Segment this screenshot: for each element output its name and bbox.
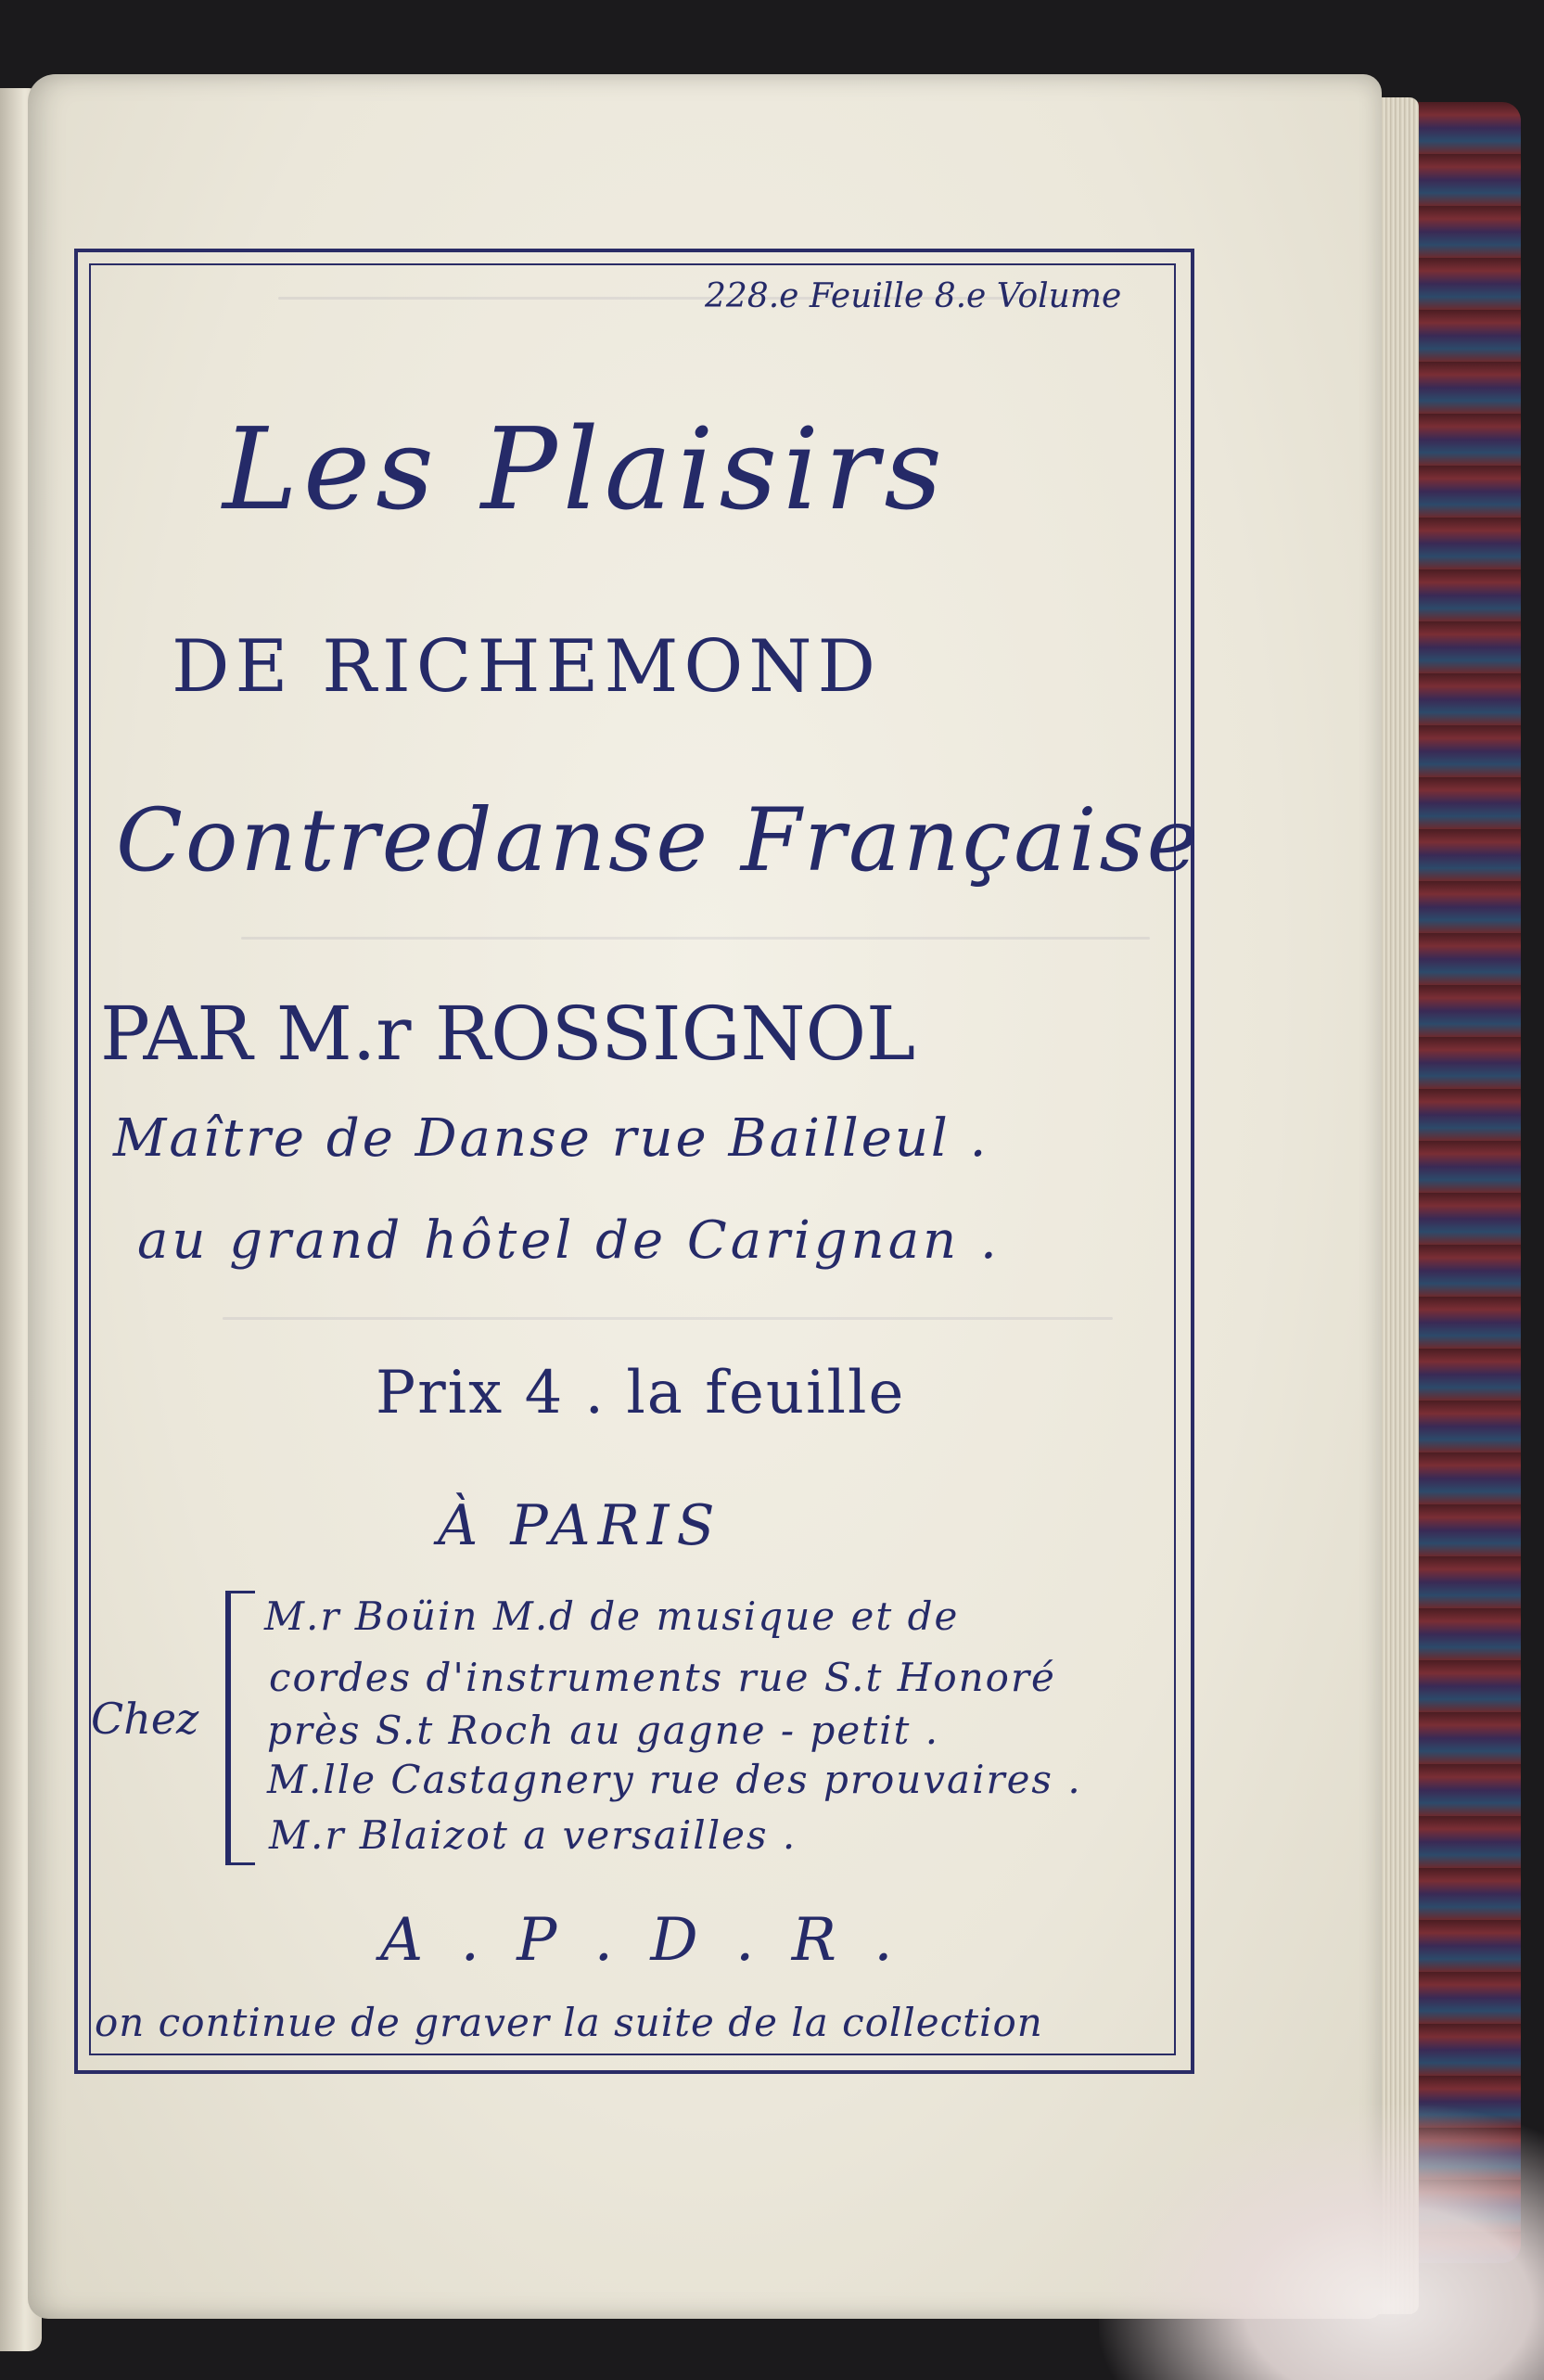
sellers-label: Chez xyxy=(91,1694,199,1744)
author-byline: PAR M.r ROSSIGNOL xyxy=(100,991,916,1077)
title-line-2: DE RICHEMOND xyxy=(172,625,882,709)
seller-line: M.r Boüin M.d de musique et de xyxy=(264,1593,960,1639)
sheet-volume-note: 228.e Feuille 8.e Volume xyxy=(705,277,1122,315)
city: À PARIS xyxy=(438,1493,722,1558)
seller-line: cordes d'instruments rue S.t Honoré xyxy=(269,1655,1056,1700)
subtitle: Contredanse Française xyxy=(116,790,1202,891)
seller-line: M.r Blaizot a versailles . xyxy=(269,1812,798,1858)
privilege-mark: A . P . D . R . xyxy=(380,1906,902,1975)
price: Prix 4 . la feuille xyxy=(376,1359,906,1427)
footer-note: on continue de graver la suite de la collection xyxy=(95,2000,1043,2045)
author-address-line-2: au grand hôtel de Carignan . xyxy=(137,1210,1001,1271)
author-address-line-1: Maître de Danse rue Bailleul . xyxy=(113,1108,989,1169)
seller-line: près S.t Roch au gagne - petit . xyxy=(267,1708,940,1753)
sellers-bracket xyxy=(225,1591,255,1865)
light-glare xyxy=(1099,2105,1544,2380)
seller-line: M.lle Castagnery rue des prouvaires . xyxy=(267,1757,1082,1802)
title-line-1: Les Plaisirs xyxy=(223,403,949,535)
